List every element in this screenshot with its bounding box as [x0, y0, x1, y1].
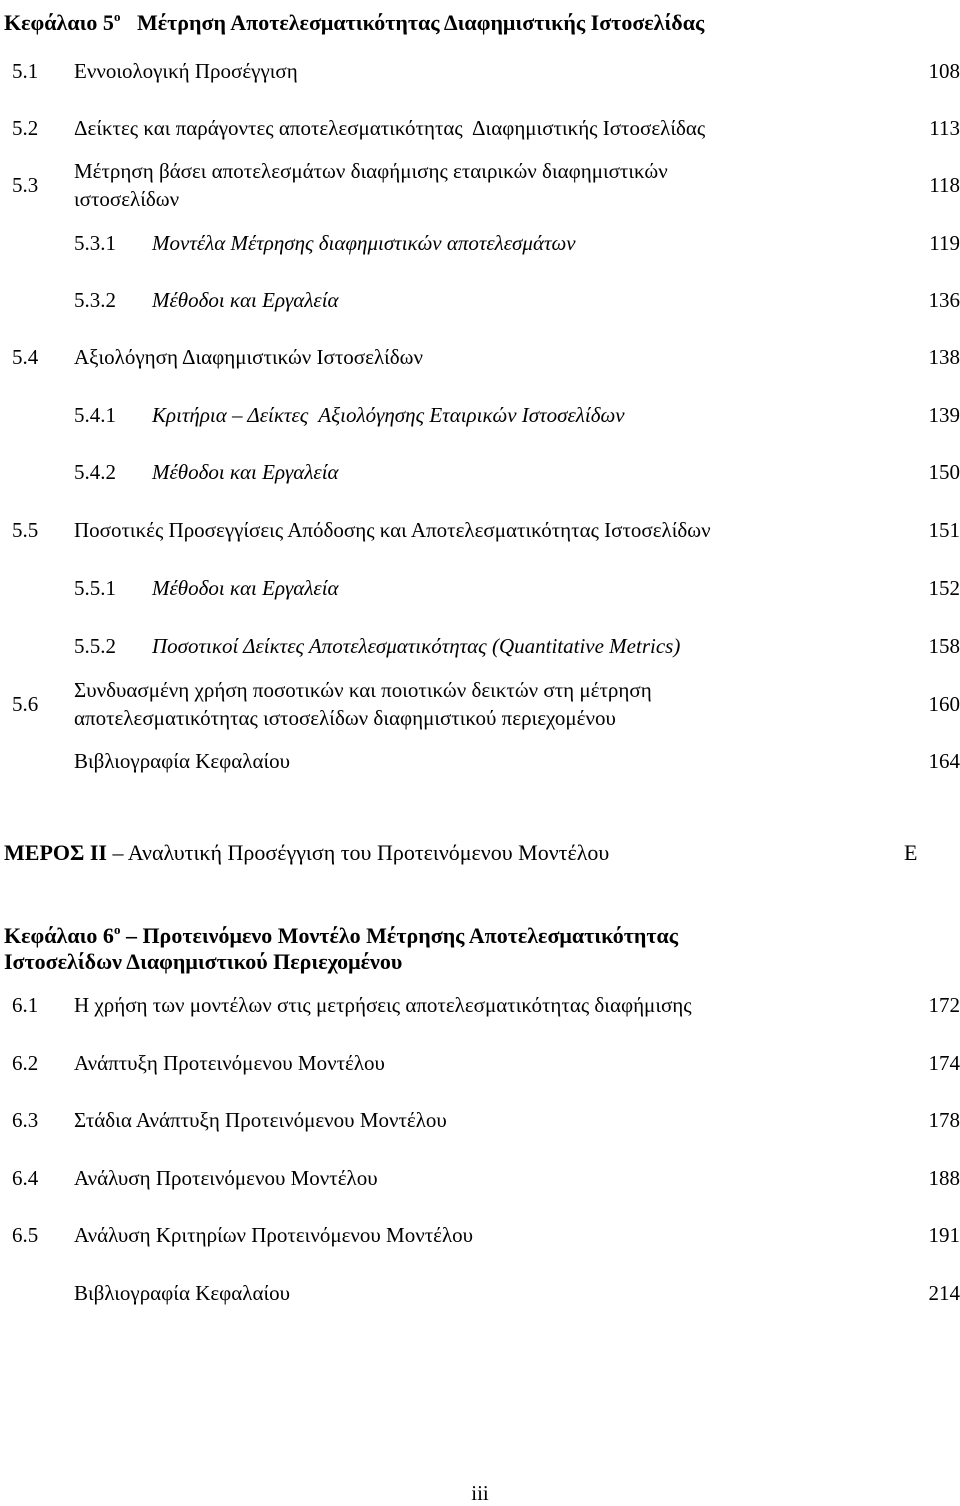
toc-entry-number: 5.5.2: [74, 634, 116, 658]
toc-entry-title: Ανάπτυξη Προτεινόμενου Μοντέλου: [74, 1051, 385, 1075]
toc-entry-title: Εννοιολογική Προσέγγιση: [74, 59, 298, 83]
toc-entry-title-line2: αποτελεσματικότητας ιστοσελίδων διαφημιστικού περιεχομένου: [74, 706, 616, 730]
toc-entry-page: 164: [928, 749, 960, 773]
chapter-5-heading: [4, 2, 704, 38]
toc-entry-page: 172: [928, 993, 960, 1017]
toc-entry-5-6[interactable]: [0, 676, 960, 732]
chapter-6-heading-line2: Ιστοσελίδων Διαφημιστικού Περιεχομένου: [4, 949, 403, 974]
toc-entry-number: 5.3.2: [74, 288, 116, 312]
toc-entry-title: Ανάλυση Προτεινόμενου Μοντέλου: [74, 1166, 378, 1190]
toc-entry-title: Στάδια Ανάπτυξη Προτεινόμενου Μοντέλου: [74, 1108, 447, 1132]
toc-entry-page: 151: [928, 518, 960, 542]
toc-entry-page: 174: [928, 1051, 960, 1075]
toc-entry-page: 160: [928, 692, 960, 716]
toc-entry-number: 6.5: [12, 1223, 39, 1247]
toc-entry-number: 5.5: [12, 518, 39, 542]
toc-entry-title-line1: Μέτρηση βάσει αποτελεσμάτων διαφήμισης εταιρικών διαφημιστικών: [74, 159, 668, 183]
part-2-rest: – Αναλυτική Προσέγγιση του Προτεινόμενου Μοντέλου: [107, 840, 610, 865]
toc-entry-number: 5.5.1: [74, 576, 116, 600]
toc-entry-title: Δείκτες και παράγοντες αποτελεσματικότητας Διαφημιστικής Ιστοσελίδας: [74, 116, 706, 140]
toc-entry-page: 108: [928, 59, 960, 83]
chapter-6-title-sup: ο: [113, 922, 121, 937]
toc-entry-title: Ποσοτικές Προσεγγίσεις Απόδοσης και Αποτελεσματικότητας Ιστοσελίδων: [74, 518, 711, 542]
toc-entry-number: 5.3.1: [74, 231, 116, 255]
toc-entry-page: 113: [929, 116, 960, 140]
toc-entry-page: 136: [928, 288, 960, 312]
toc-entry-number: 5.2: [12, 116, 39, 140]
toc-entry-page: 191: [928, 1223, 960, 1247]
toc-entry-title: Μοντέλα Μέτρησης διαφημιστικών αποτελεσμάτων: [152, 231, 576, 255]
chapter-5-title-rest: Μέτρηση Αποτελεσματικότητας Διαφημιστικής Ιστοσελίδας: [120, 10, 705, 35]
toc-entry-page: 158: [928, 634, 960, 658]
toc-entry-5-3[interactable]: [0, 157, 960, 213]
toc-entry-number: 6.4: [12, 1166, 39, 1190]
toc-entry-page: 178: [928, 1108, 960, 1132]
chapter-6-title-prefix: Κεφάλαιο 6: [4, 923, 114, 948]
toc-entry-number: 5.3: [12, 173, 39, 197]
chapter-6-title-rest: – Προτεινόμενο Μοντέλο Μέτρησης Αποτελεσματικότητας: [120, 923, 679, 948]
toc-entry-title: Μέθοδοι και Εργαλεία: [152, 460, 339, 484]
toc-entry-title-line1: Συνδυασμένη χρήση ποσοτικών και ποιοτικών δεικτών στη μέτρηση: [74, 678, 652, 702]
toc-entry-title: Μέθοδοι και Εργαλεία: [152, 288, 339, 312]
toc-entry-number: 6.3: [12, 1108, 39, 1132]
toc-entry-title: Βιβλιογραφία Κεφαλαίου: [74, 1281, 291, 1305]
toc-entry-title: Ποσοτικοί Δείκτες Αποτελεσματικότητας (Quantitative Metrics): [152, 634, 681, 658]
toc-entry-page: 118: [929, 173, 960, 197]
toc-entry-number: 5.4.1: [74, 403, 116, 427]
part-2-page: Ε: [904, 840, 918, 865]
toc-entry-page: 188: [928, 1166, 960, 1190]
part-2-title: [4, 838, 609, 868]
chapter-6-heading: [4, 915, 678, 951]
toc-entry-title: Η χρήση των μοντέλων στις μετρήσεις αποτελεσματικότητας διαφήμισης: [74, 993, 692, 1017]
toc-entry-number: 5.4.2: [74, 460, 116, 484]
toc-entry-number: 6.1: [12, 993, 39, 1017]
toc-entry-title: Αξιολόγηση Διαφημιστικών Ιστοσελίδων: [74, 345, 423, 369]
part-2-label: ΜΕΡΟΣ ΙΙ: [4, 840, 107, 865]
toc-entry-number: 5.4: [12, 345, 39, 369]
toc-entry-title-line2: ιστοσελίδων: [74, 187, 180, 211]
page-number: iii: [471, 1481, 489, 1505]
toc-entry-page: 152: [928, 576, 960, 600]
toc-entry-page: 119: [929, 231, 960, 255]
toc-entry-title: Κριτήρια – Δείκτες Αξιολόγησης Εταιρικών Ιστοσελίδων: [152, 403, 625, 427]
toc-entry-page: 139: [928, 403, 960, 427]
toc-entry-page: 214: [928, 1281, 960, 1305]
chapter-5-title-sup: ο: [113, 9, 121, 24]
toc-entry-title: Ανάλυση Κριτηρίων Προτεινόμενου Μοντέλου: [74, 1223, 474, 1247]
chapter-5-title-prefix: Κεφάλαιο 5: [4, 10, 114, 35]
toc-entry-number: 6.2: [12, 1051, 39, 1075]
toc-entry-number: 5.6: [12, 692, 39, 716]
toc-entry-number: 5.1: [12, 59, 39, 83]
toc-entry-title: Μέθοδοι και Εργαλεία: [152, 576, 339, 600]
toc-entry-page: 138: [928, 345, 960, 369]
toc-entry-page: 150: [928, 460, 960, 484]
toc-entry-title: Βιβλιογραφία Κεφαλαίου: [74, 749, 291, 773]
